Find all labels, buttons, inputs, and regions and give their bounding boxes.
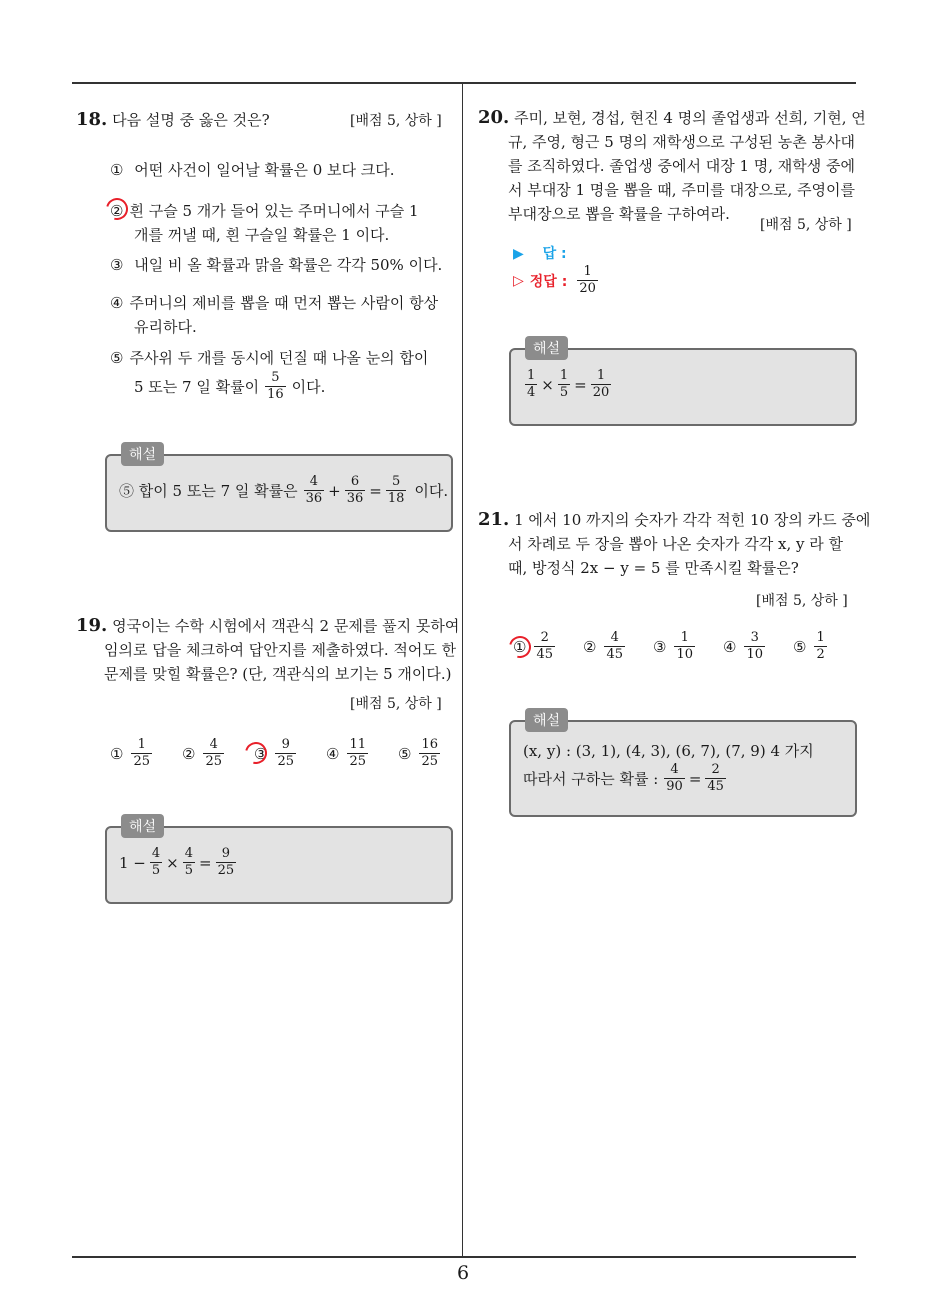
explanation-box-21 (509, 713, 857, 817)
answer-label: 답 : (542, 246, 567, 262)
correct-label: 정답 : (529, 273, 568, 290)
explanation-line-2: 따라서 구하는 확률 : $\frac{4}{90}$ = $\frac{2}{45}$ (523, 762, 724, 794)
explanation-tag: 해설 (121, 814, 164, 838)
score-meta: [배점 5, 상하 ] (756, 593, 848, 609)
question-19: 19. 영국이는 수학 시험에서 객관식 2 문제를 풀지 못하여 임의로 답을 체크하여 답안지를 제출하였다. 적어도 한 문제를 맞힐 확률은? (단, 객관식의 보기는 5 개이다.) (76, 615, 460, 683)
choice-2[interactable]: ② $\frac{4}{45}$ (583, 630, 623, 662)
explanation-content: 1 − $\frac{4}{5}$ × $\frac{4}{5}$ = $\frac{9}{25}$ (119, 846, 235, 878)
explanation-content: ⑤ 합이 5 또는 7 일 확률은 $\frac{4}{36}$ + $\frac{6}{36}$ = $\frac{5}{18}$ 이다. (119, 474, 449, 506)
answer-row (513, 243, 567, 263)
choice-4[interactable]: ④ $\frac{3}{10}$ (723, 630, 763, 662)
column-divider (462, 82, 463, 1256)
choice-1[interactable]: ① $\frac{1}{25}$ (110, 737, 150, 769)
correct-answer-row (513, 264, 600, 297)
explanation-tag: 해설 (525, 708, 568, 732)
explanation-tag: 해설 (121, 442, 164, 466)
choice-1[interactable]: ① $\frac{2}{45}$ (513, 630, 553, 662)
top-rule (72, 82, 856, 84)
explanation-tag: 해설 (525, 336, 568, 360)
question-number: 21. (478, 509, 510, 530)
score-meta: [배점 5, 상하 ] (350, 113, 442, 129)
explanation-content: $\frac{1}{4}$ × $\frac{1}{5}$ = $\frac{1}{20}$ (527, 368, 610, 400)
choice-5[interactable]: ⑤ $\frac{1}{2}$ (793, 630, 825, 662)
score-meta: [배점 5, 상하 ] (350, 696, 442, 712)
choices-21 (513, 630, 829, 663)
question-text: 다음 설명 중 옳은 것은? (112, 111, 270, 129)
choice-1[interactable]: ① 어떤 사건이 일어날 확률은 0 보다 크다. (110, 161, 395, 179)
choice-5[interactable]: ⑤ 주사위 두 개를 동시에 던질 때 나올 눈의 합이 5 또는 7 일 확률이 $\frac{5}{16}$ 이다. (110, 349, 429, 402)
explanation-box-19 (105, 819, 453, 904)
explanation-box-18 (105, 447, 453, 532)
explanation-line-1: (x, y) : (3, 1), (4, 3), (6, 7), (7, 9) 4 가지 (523, 742, 814, 760)
choice-3[interactable]: ③ $\frac{9}{25}$ (254, 737, 294, 769)
question-21: 21. 1 에서 10 까지의 숫자가 각각 적힌 10 장의 카드 중에 서 차례로 두 장을 뽑아 나온 숫자가 각각 x, y 라 할 때, 방정식 2x − y = 5 를 만족시킬 확률은? (478, 509, 871, 577)
question-number: 20. (478, 107, 510, 128)
score-meta: [배점 5, 상하 ] (760, 217, 852, 233)
question-number: 19. (76, 615, 108, 636)
choice-4[interactable]: ④ $\frac{11}{25}$ (326, 737, 366, 769)
answer-marker-icon: ▶ (513, 246, 524, 262)
choice-5[interactable]: ⑤ $\frac{16}{25}$ (398, 737, 438, 769)
choice-3[interactable]: ③ 내일 비 올 확률과 맑을 확률은 각각 50% 이다. (110, 256, 443, 274)
correct-answer-value: $\frac{1}{20}$ (579, 264, 596, 296)
choices-19 (110, 737, 442, 770)
question-18 (76, 108, 270, 132)
correct-marker-icon: ▷ (513, 272, 524, 289)
explanation-box-20 (509, 341, 857, 426)
choice-2[interactable]: ② $\frac{4}{25}$ (182, 737, 222, 769)
choice-2[interactable]: ② 흰 구슬 5 개가 들어 있는 주머니에서 구슬 1 개를 꺼낼 때, 흰 구슬일 확률은 1 이다. (110, 202, 419, 244)
bottom-rule (72, 1256, 856, 1258)
question-number: 18. (76, 109, 108, 130)
page-number: 6 (456, 1262, 470, 1284)
question-20: 20. 주미, 보현, 경섭, 현진 4 명의 졸업생과 선희, 기현, 연 규, 주영, 형근 5 명의 재학생으로 구성된 농촌 봉사대 를 조직하였다. 졸업생 중에서 대장 1 명, 재학생 중에 서 부대장 1 명을 뽑을 때, 주미를 대장으로, 주영이를 부대장으로 뽑을 확률을 구하여라. (478, 107, 866, 223)
choice-3[interactable]: ③ $\frac{1}{10}$ (653, 630, 693, 662)
choice-4[interactable]: ④ 주머니의 제비를 뽑을 때 먼저 뽑는 사람이 항상 유리하다. (110, 294, 439, 336)
fraction: $\frac{5}{16}$ (267, 370, 284, 402)
